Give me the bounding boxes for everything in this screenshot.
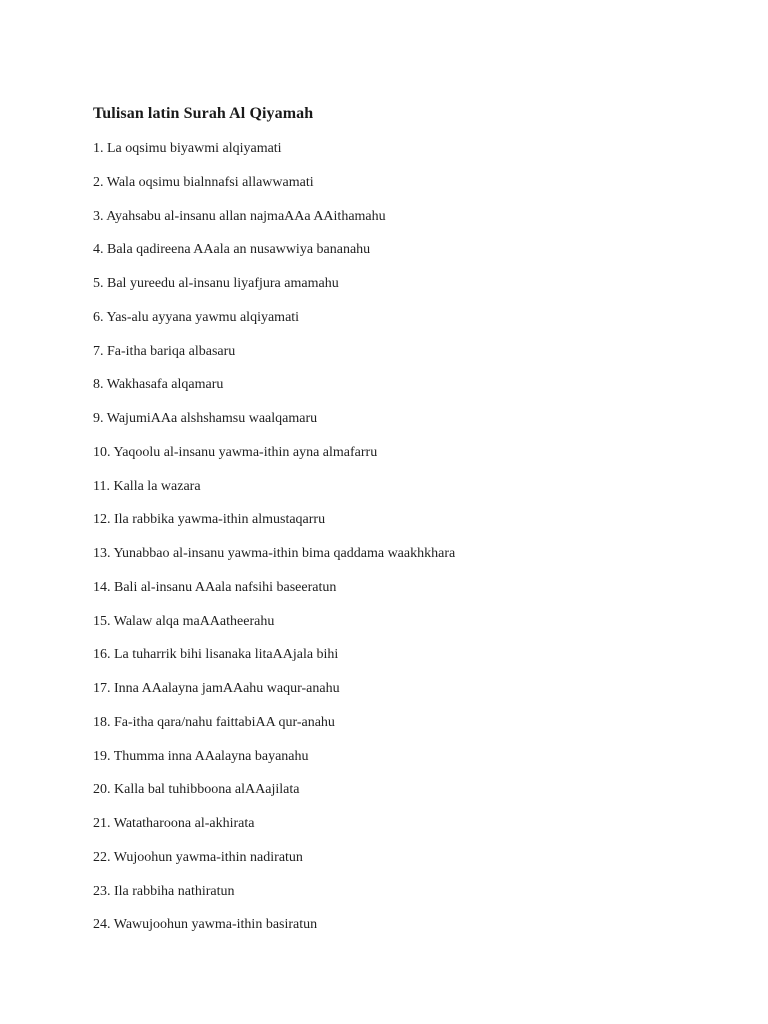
verse-list	[93, 138, 455, 948]
verse-line: 1. La oqsimu biyawmi alqiyamati	[93, 141, 282, 156]
verse-line: 10. Yaqoolu al-insanu yawma-ithin ayna almafarru	[93, 444, 378, 460]
verse-line: 5. Bal yureedu al-insanu liyafjura amamahu	[93, 276, 339, 291]
verse-line: 22. Wujoohun yawma-ithin nadiratun	[93, 849, 303, 865]
verse-line: 18. Fa-itha qara/nahu faittabiAA qur-anahu	[93, 714, 335, 730]
document-title: Tulisan latin Surah Al Qiyamah	[93, 105, 314, 122]
verse-line: 19. Thumma inna AAalayna bayanahu	[93, 748, 309, 764]
verse-line: 14. Bali al-insanu AAala nafsihi baseeratun	[93, 579, 337, 595]
verse-line: 16. La tuharrik bihi lisanaka litaAAjala bihi	[93, 647, 339, 663]
verse-line: 21. Watatharoona al-akhirata	[93, 816, 255, 831]
verse-line: 13. Yunabbao al-insanu yawma-ithin bima qaddama waakhkhara	[93, 546, 456, 561]
verse-line: 17. Inna AAalayna jamAAahu waqur-anahu	[93, 681, 340, 696]
verse-line: 6. Yas-alu ayyana yawmu alqiyamati	[93, 309, 300, 325]
verse-line: 7. Fa-itha bariqa albasaru	[93, 343, 236, 359]
verse-line: 4. Bala qadireena AAala an nusawwiya bananahu	[93, 242, 371, 258]
verse-line: 24. Wawujoohun yawma-ithin basiratun	[93, 917, 318, 933]
verse-line: 8. Wakhasafa alqamaru	[93, 377, 224, 393]
verse-line: 15. Walaw alqa maAAatheerahu	[93, 613, 275, 629]
verse-line: 20. Kalla bal tuhibboona alAAajilata	[93, 782, 300, 798]
verse-line: 12. Ila rabbika yawma-ithin almustaqarru	[93, 512, 326, 528]
verse-line: 23. Ila rabbiha nathiratun	[93, 883, 235, 899]
verse-line: 11. Kalla la wazara	[93, 478, 201, 494]
verse-line: 9. WajumiAAa alshshamsu waalqamaru	[93, 411, 318, 426]
verse-line: 3. Ayahsabu al-insanu allan najmaAAa AAithamahu	[93, 208, 386, 224]
verse-line: 2. Wala oqsimu bialnnafsi allawwamati	[93, 174, 314, 190]
